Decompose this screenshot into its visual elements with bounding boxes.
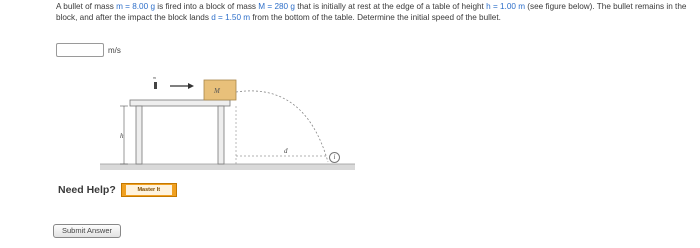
problem-text-3: that is initially at rest at the edge of a table of height <box>294 2 487 11</box>
height-label: h <box>120 132 124 140</box>
bullet-mass-value: m = 8.00 g <box>116 2 155 11</box>
info-icon[interactable]: i <box>329 152 340 163</box>
trajectory <box>236 91 328 162</box>
submit-answer-button[interactable]: Submit Answer <box>53 224 121 238</box>
table-leg-left <box>136 106 142 164</box>
master-it-button[interactable] <box>121 183 177 197</box>
block-M <box>204 80 236 100</box>
table-leg-right <box>218 106 224 164</box>
block-label: M <box>214 87 220 95</box>
distance-label: d <box>284 147 288 155</box>
master-it-label: Master It <box>126 185 172 195</box>
block-mass-value: M = 280 g <box>258 2 295 11</box>
problem-text-2: is fired into a block of mass <box>155 2 259 11</box>
problem-text-4: (see figure below). The bullet remains in the block, and after the impact the block lands <box>56 2 687 22</box>
answer-row <box>56 43 121 57</box>
bullet <box>154 82 157 89</box>
problem-statement <box>56 1 696 23</box>
projectile-figure <box>100 62 360 174</box>
bullet-label: m <box>153 75 156 80</box>
floor <box>100 164 355 170</box>
need-help-label: Need Help? <box>58 184 116 196</box>
answer-unit: m/s <box>108 45 121 55</box>
velocity-arrow-head <box>188 83 194 89</box>
problem-text-5: from the bottom of the table. Determine the initial speed of the bullet. <box>250 13 501 22</box>
table-top <box>130 100 230 106</box>
answer-input[interactable] <box>56 43 104 57</box>
help-row <box>58 183 177 197</box>
problem-text-1: A bullet of mass <box>56 2 117 11</box>
landing-distance-value: d = 1.50 m <box>211 13 251 22</box>
table-height-value: h = 1.00 m <box>486 2 526 11</box>
